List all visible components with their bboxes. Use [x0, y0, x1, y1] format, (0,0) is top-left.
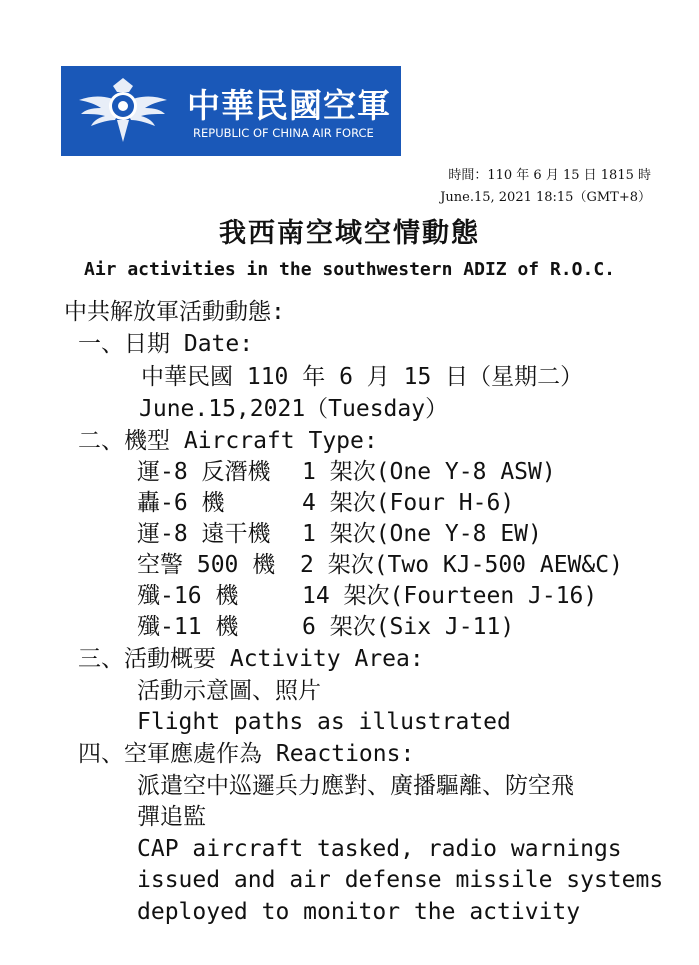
reactions-label: 四、空軍應處作為 Reactions: [78, 741, 415, 767]
reactions-zh-line: 派遣空中巡邏兵力應對、廣播驅離、防空飛 [137, 773, 574, 799]
aircraft-type: 轟-6 機 [137, 490, 225, 516]
aircraft-type: 殲-11 機 [137, 614, 239, 640]
activity-area-en: Flight paths as illustrated [137, 709, 511, 735]
reactions-zh-line: 彈追監 [137, 804, 206, 830]
aircraft-count: 14 架次(Fourteen J-16) [302, 583, 598, 609]
aircraft-type: 運-8 遠干機 [137, 521, 271, 547]
page-title-zh: 我西南空域空情動態 [219, 218, 480, 249]
page-title-en: Air activities in the southwestern ADIZ of R.O.C. [83, 259, 615, 280]
date-zh: 中華民國 110 年 6 月 15 日（星期二） [141, 364, 584, 390]
date-label: 一、日期 Date: [78, 331, 254, 357]
org-name-zh: 中華民國空軍 [187, 86, 391, 125]
reactions-en-line: deployed to monitor the activity [137, 899, 581, 925]
aircraft-type: 殲-16 機 [137, 583, 239, 609]
aircraft-row [137, 582, 697, 610]
header-banner [61, 66, 401, 156]
reactions-en-line: CAP aircraft tasked, radio warnings [137, 836, 622, 862]
timestamp-en: June.15, 2021 18:15（GMT+8） [440, 190, 651, 205]
reactions-en-line: issued and air defense missile systems [137, 867, 664, 893]
section-heading: 中共解放軍活動動態: [64, 299, 285, 325]
aircraft-count: 1 架次(One Y-8 ASW) [302, 459, 556, 485]
aircraft-row [137, 458, 697, 486]
aircraft-row [137, 489, 697, 517]
aircraft-row [137, 551, 697, 579]
org-name-en: REPUBLIC OF CHINA AIR FORCE [193, 126, 374, 140]
timestamp-zh: 時間：110 年 6 月 15 日 1815 時 [448, 168, 651, 183]
aircraft-type: 空警 500 機 [137, 552, 276, 578]
aircraft-count: 4 架次(Four H-6) [302, 490, 515, 516]
activity-area-zh: 活動示意圖、照片 [137, 678, 321, 704]
winged-star-emblem-icon [75, 74, 171, 148]
aircraft-count: 1 架次(One Y-8 EW) [302, 521, 542, 547]
aircraft-type: 運-8 反潛機 [137, 459, 271, 485]
aircraft-row [137, 613, 697, 641]
aircraft-count: 2 架次(Two KJ-500 AEW&C) [300, 552, 623, 578]
activity-area-label: 三、活動概要 Activity Area: [78, 646, 424, 672]
aircraft-count: 6 架次(Six J-11) [302, 614, 515, 640]
aircraft-type-label: 二、機型 Aircraft Type: [78, 428, 378, 454]
date-en: June.15,2021（Tuesday） [139, 396, 449, 422]
aircraft-row [137, 520, 697, 548]
